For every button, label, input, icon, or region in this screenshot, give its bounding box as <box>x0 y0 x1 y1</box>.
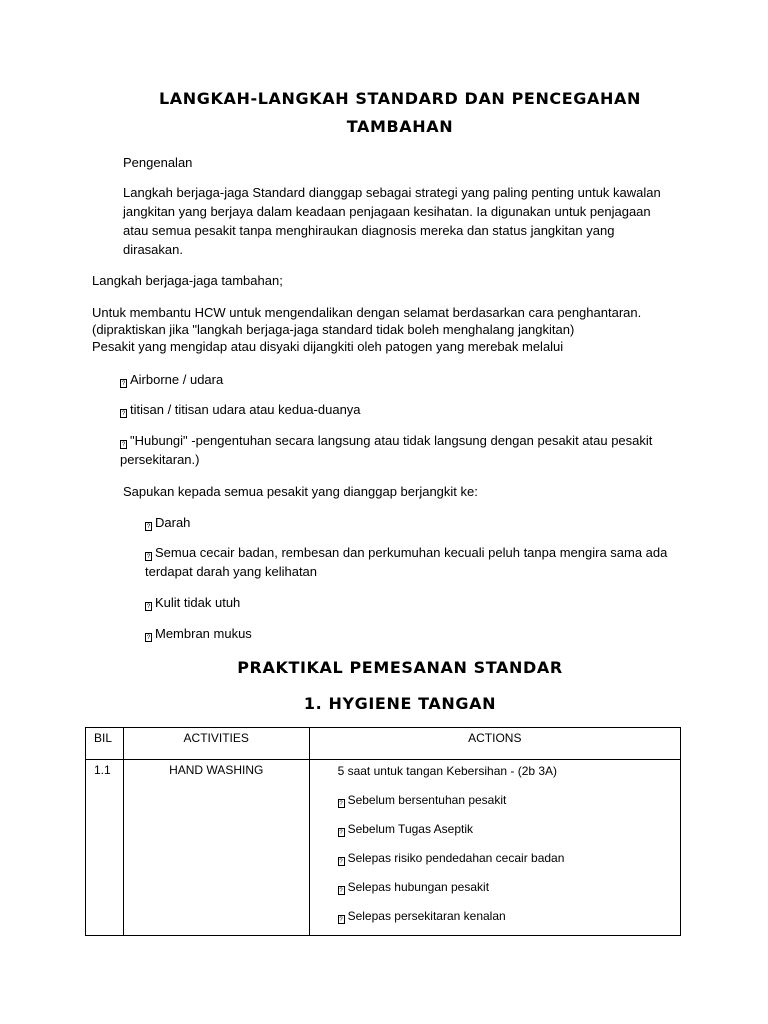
page-title-line-2: TAMBAHAN <box>346 117 454 136</box>
transmission-item-airborne <box>120 370 223 389</box>
header-actions: ACTIONS <box>309 728 680 760</box>
action-item-label: Selepas persekitaran kenalan <box>347 909 506 923</box>
action-item <box>338 908 672 924</box>
cell-bil: 1.1 <box>86 760 124 936</box>
subsection-title: 1. HYGIENE TANGAN <box>303 694 497 713</box>
bullet-box-icon: ? <box>121 442 126 448</box>
apply-item-skin <box>145 593 240 612</box>
header-activities: ACTIVITIES <box>123 728 309 760</box>
apply-heading: Sapukan kepada semua pesakit yang dianggap berjangkit ke: <box>123 484 478 499</box>
additional-heading: Langkah berjaga-jaga tambahan; <box>92 273 283 288</box>
table-row <box>86 760 681 936</box>
bullet-box-icon: ? <box>339 830 343 836</box>
transmission-item-label: titisan / titisan udara atau kedua-duanya <box>130 402 361 417</box>
section-title: PRAKTIKAL PEMESANAN STANDAR <box>237 658 563 677</box>
action-item-label: Sebelum bersentuhan pesakit <box>347 793 507 807</box>
cell-activity: HAND WASHING <box>123 760 309 936</box>
bullet-box-icon: ? <box>339 859 343 865</box>
page-title-line-1: LANGKAH-LANGKAH STANDARD DAN PENCEGAHAN <box>159 89 641 108</box>
apply-item-label: Darah <box>155 515 191 530</box>
action-item <box>338 879 672 895</box>
apply-item-label: Semua cecair badan, rembesan dan perkumuhan kecuali peluh tanpa mengira sama ada terdapat darah yang kelihatan <box>145 545 668 579</box>
apply-item-blood <box>145 513 190 532</box>
bullet-box-icon: ? <box>146 604 151 610</box>
bullet-box-icon: ? <box>339 917 343 923</box>
apply-item-body-fluids <box>145 543 675 581</box>
bullet-box-icon: ? <box>339 888 343 894</box>
action-item <box>338 792 672 808</box>
bullet-box-icon: ? <box>146 554 151 560</box>
action-item <box>338 850 672 866</box>
action-item-label: Selepas hubungan pesakit <box>347 880 490 894</box>
additional-line-3: Pesakit yang mengidap atau disyaki dijangkiti oleh patogen yang merebak melalui <box>92 339 564 354</box>
apply-item-mucous <box>145 624 252 643</box>
bullet-box-icon: ? <box>339 801 343 807</box>
transmission-item-droplet <box>120 400 361 419</box>
apply-item-label: Kulit tidak utuh <box>155 595 241 610</box>
action-item <box>338 821 672 837</box>
actions-intro: 5 saat untuk tangan Kebersihan - (2b 3A) <box>337 764 558 778</box>
intro-heading: Pengenalan <box>123 155 193 170</box>
hand-hygiene-table <box>85 727 681 936</box>
additional-line-2: (dipraktiskan jika "langkah berjaga-jaga standard tidak boleh menghalang jangkitan) <box>92 322 575 337</box>
bullet-box-icon: ? <box>121 411 126 417</box>
bullet-box-icon: ? <box>121 381 126 387</box>
cell-actions <box>309 760 680 936</box>
header-bil: BIL <box>86 728 124 760</box>
action-item-label: Sebelum Tugas Aseptik <box>347 822 473 836</box>
transmission-item-contact <box>120 431 680 469</box>
table-header-row <box>86 728 681 760</box>
bullet-box-icon: ? <box>146 635 151 641</box>
bullet-box-icon: ? <box>146 524 151 530</box>
apply-item-label: Membran mukus <box>155 626 252 641</box>
transmission-item-label: "Hubungi" -pengentuhan secara langsung atau tidak langsung dengan pesakit atau pesakit persekitaran.) <box>120 433 653 467</box>
transmission-item-label: Airborne / udara <box>130 372 224 387</box>
additional-line-1: Untuk membantu HCW untuk mengendalikan dengan selamat berdasarkan cara penghantaran. <box>92 305 642 320</box>
action-item-label: Selepas risiko pendedahan cecair badan <box>347 851 565 865</box>
intro-paragraph: Langkah berjaga-jaga Standard dianggap sebagai strategi yang paling penting untuk kawalan jangkitan yang berjaya dalam keadaan penjagaan kesihatan. Ia digunakan untuk penjagaan atau semua pesakit tanpa menghiraukan diagnosis mereka dan status jangkitan yang dirasakan. <box>123 185 661 257</box>
